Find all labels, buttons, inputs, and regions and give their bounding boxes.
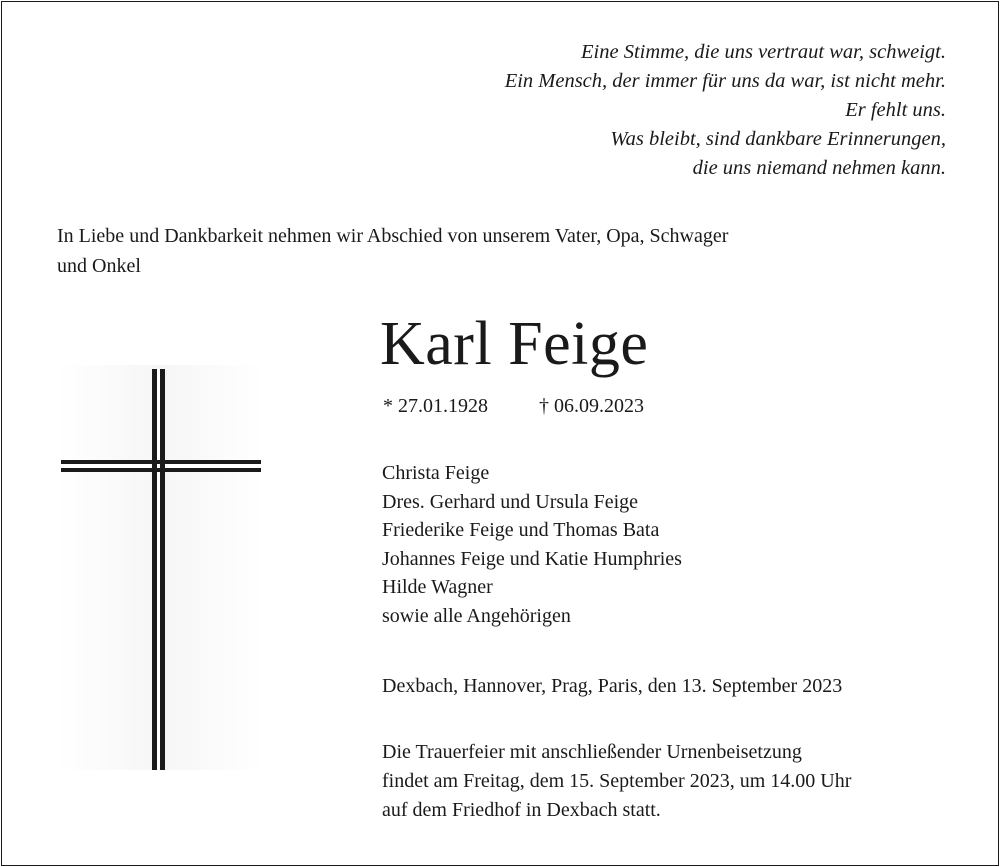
funeral-announcement [382,738,851,825]
mourner: Johannes Feige und Katie Humphries [382,547,682,570]
memorial-poem [326,38,946,183]
ceremony-line: Die Trauerfeier mit anschließender Urnenbeisetzung [382,741,802,763]
mourner: sowie alle Angehörigen [382,604,571,627]
ceremony-line: findet am Freitag, dem 15. September 2023, um 14.00 Uhr [382,770,852,792]
life-dates [383,391,644,421]
mourner: Friederike Feige und Thomas Bata [382,519,660,541]
deceased-name: Karl Feige [380,310,649,378]
poem-line: Eine Stimme, die uns vertraut war, schweigt. [581,41,946,63]
cross-icon [57,365,265,770]
mourner: Christa Feige [382,462,490,484]
farewell-intro [57,221,917,281]
mourners-list [382,459,682,630]
poem-line: Er fehlt uns. [845,99,946,121]
ceremony-line: auf dem Friedhof in Dexbach statt. [382,799,661,821]
birth-date: * 27.01.1928 [383,395,488,417]
death-date: † 06.09.2023 [539,395,644,417]
poem-line: Was bleibt, sind dankbare Erinnerungen, [610,128,946,150]
obituary-notice [1,1,999,866]
intro-line: und Onkel [57,255,141,277]
poem-line: Ein Mensch, der immer für uns da war, ist nicht mehr. [504,70,946,92]
mourner: Dres. Gerhard und Ursula Feige [382,490,639,513]
place-and-date: Dexbach, Hannover, Prag, Paris, den 13. September 2023 [382,675,843,697]
mourner: Hilde Wagner [382,576,493,598]
intro-line: In Liebe und Dankbarkeit nehmen wir Abschied von unserem Vater, Opa, Schwager [57,225,729,247]
poem-line: die uns niemand nehmen kann. [692,157,946,179]
